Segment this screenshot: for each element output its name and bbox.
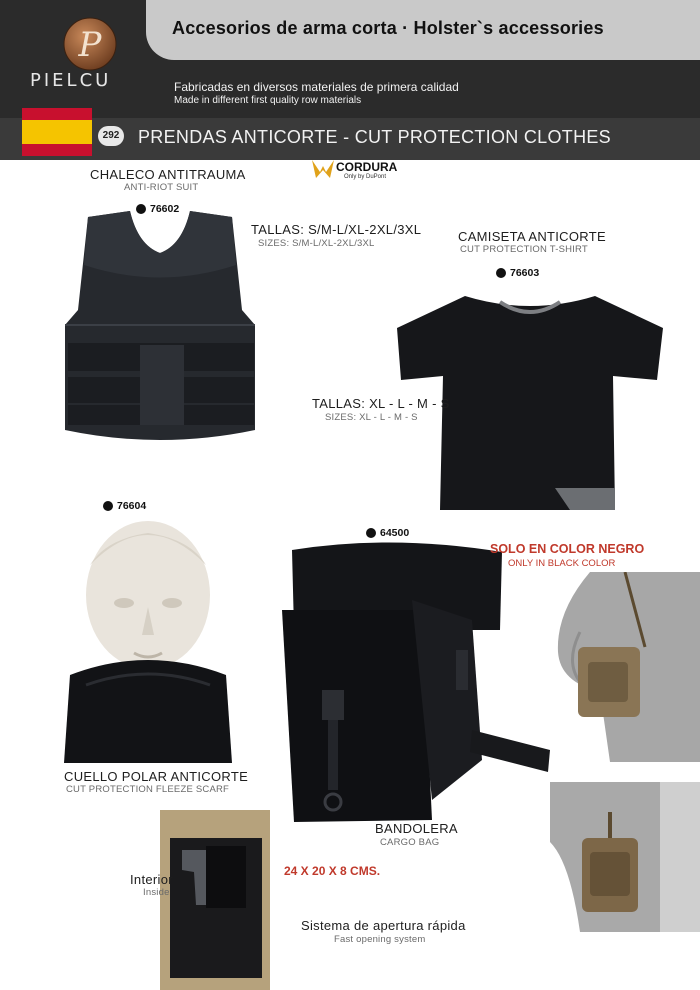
page-title: Accesorios de arma corta · Holster`s accessories (172, 18, 604, 38)
logo-letter: P (78, 25, 102, 65)
tshirt-name-en: CUT PROTECTION T-SHIRT (460, 244, 588, 255)
section-title: PRENDAS ANTICORTE - CUT PROTECTION CLOTHES (138, 127, 611, 147)
tshirt-code (496, 267, 539, 279)
bag-dimensions: 24 X 20 X 8 CMS. (284, 864, 381, 878)
subtitle-es: Fabricadas en diversos materiales de primera calidad (174, 80, 459, 94)
vest-name-es: CHALECO ANTITRAUMA (90, 167, 246, 182)
bag-worn-photo-1 (550, 572, 700, 762)
bag-color-note-en: ONLY IN BLACK COLOR (508, 558, 616, 569)
bag-color-note-es: SOLO EN COLOR NEGRO (490, 542, 645, 556)
cordura-name: CORDURA (336, 160, 398, 174)
bullet-icon (103, 501, 113, 511)
bag-image (272, 540, 552, 840)
subtitle-en: Made in different first quality row materials (174, 95, 362, 106)
bag-opening-en: Fast opening system (334, 934, 426, 945)
bag-interior-es: Interior (130, 872, 173, 887)
cordura-logo (310, 158, 336, 180)
bullet-icon (366, 528, 376, 538)
scarf-code (103, 500, 146, 512)
vest-name-en: ANTI-RIOT SUIT (124, 182, 199, 193)
scarf-image (60, 515, 235, 765)
scarf-name-en: CUT PROTECTION FLEEZE SCARF (66, 784, 230, 795)
bag-name-en: CARGO BAG (380, 837, 440, 848)
cordura-tagline: Only by DuPont (344, 174, 387, 180)
tshirt-sizes-en: SIZES: XL - L - M - S (325, 412, 418, 423)
vest-sizes-en: SIZES: S/M-L/XL-2XL/3XL (258, 238, 375, 249)
scarf-name-es: CUELLO POLAR ANTICORTE (64, 769, 249, 784)
vest-code-text: 76602 (150, 203, 180, 215)
bag-worn-photo-2 (550, 782, 700, 932)
vest-sizes-es: TALLAS: S/M-L/XL-2XL/3XL (251, 222, 422, 237)
tshirt-code-text: 76603 (510, 267, 540, 279)
tshirt-sizes-es: TALLAS: XL - L - M - S (312, 396, 450, 411)
spain-flag-icon (22, 108, 92, 156)
bag-opening-es: Sistema de apertura rápida (301, 918, 466, 933)
page-number: 292 (98, 126, 124, 146)
tshirt-name-es: CAMISETA ANTICORTE (458, 229, 606, 244)
bag-interior-en: Inside (143, 887, 170, 898)
bag-code-text: 64500 (380, 527, 410, 539)
bullet-icon (496, 268, 506, 278)
vest-image (60, 205, 260, 450)
cordura-mark-icon (310, 158, 336, 180)
scarf-code-text: 76604 (117, 500, 147, 512)
bag-name-es: BANDOLERA (375, 821, 458, 836)
bag-code (366, 527, 409, 539)
bag-interior-photo (160, 810, 270, 990)
brand-name: PIELCU (30, 70, 112, 91)
